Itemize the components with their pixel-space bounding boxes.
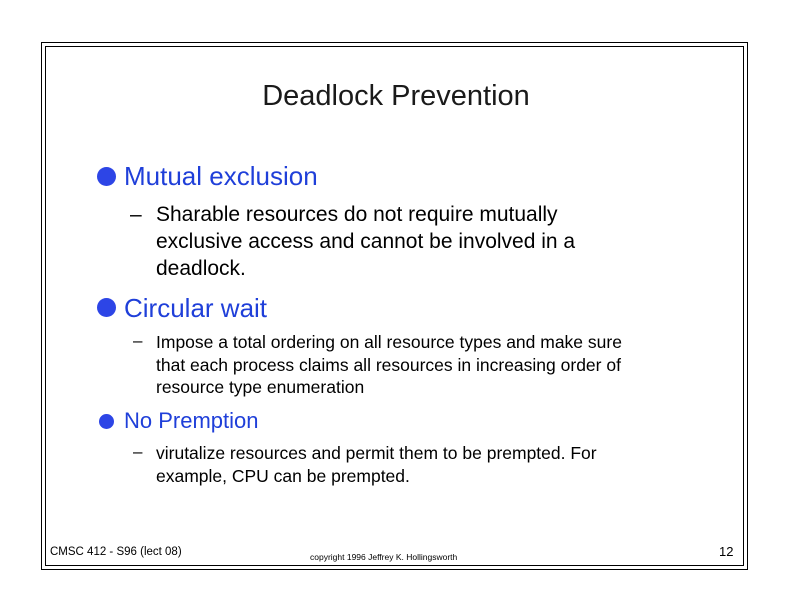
sub-bullet-text-circular-wait: [156, 331, 622, 399]
text-line: virutalize resources and permit them to be prempted. For: [156, 443, 597, 463]
text-line: that each process claims all resources in increasing order of: [156, 354, 621, 375]
text-line: Sharable resources do not require mutually: [156, 203, 558, 226]
slide-title: Deadlock Prevention: [262, 80, 530, 112]
text-line: example, CPU can be prempted.: [156, 466, 410, 486]
bullet-circle-icon: [97, 298, 116, 317]
text-line: resource type enumeration: [156, 377, 365, 397]
bullet-circle-icon: [97, 167, 116, 186]
sub-bullet-text-no-premption: [156, 442, 597, 488]
sub-bullet-dash: –: [133, 331, 143, 350]
sub-bullet-dash: –: [133, 442, 143, 461]
sub-bullet-dash: –: [130, 203, 142, 226]
bullet-circle-icon: [99, 414, 114, 429]
page-number: 12: [719, 544, 734, 559]
text-line: exclusive access and cannot be involved in a: [156, 230, 576, 253]
sub-bullet-text-mutual-exclusion: [156, 201, 575, 282]
bullet-heading-no-premption: No Premption: [124, 408, 259, 433]
text-line: deadlock.: [156, 257, 246, 280]
footer-course-label: CMSC 412 - S96 (lect 08): [50, 546, 182, 558]
text-line: Impose a total ordering on all resource types and make sure: [156, 332, 622, 352]
bullet-heading-circular-wait: Circular wait: [124, 293, 268, 323]
footer-copyright: copyright 1996 Jeffrey K. Hollingsworth: [310, 552, 458, 562]
bullet-heading-mutual-exclusion: Mutual exclusion: [124, 161, 318, 191]
